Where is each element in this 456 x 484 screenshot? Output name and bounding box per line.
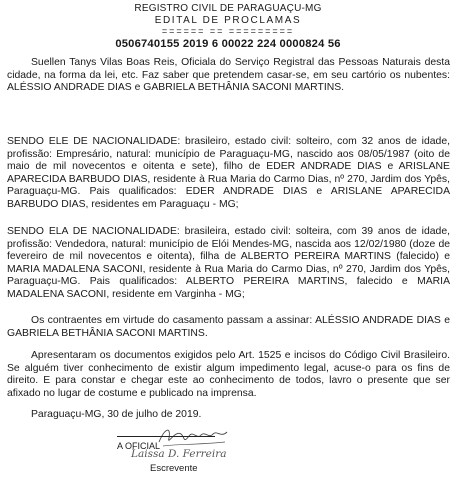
bride-paragraph: SENDO ELA DE NACIONALIDADE: brasileira, estado civil: solteira, com 39 anos de idade, profissão: Vendedora, natural: município de Elói Mendes-MG, nascida aos 12/02/1980 (doze de fevereiro de mil novecentos e oitenta), filha de ALBERTO PEREIRA MARTINS (falecido) e MARIA MADALENA SACONI, residente à Rua Maria do Carmo Dias, nº 270, Jardim dos Ypês, Paraguaçu-MG. Pais qualificados: ALBERTO PEREIRA MARTINS, falecido e MARIA MADALENA SACONI, residente em Varginha - MG; (7, 226, 450, 300)
place-date: Paraguaçu-MG, 30 de julho de 2019. (31, 409, 202, 420)
title-underline: ====== == ========= (161, 26, 295, 36)
registry-title: REGISTRO CIVIL DE PARAGUAÇU-MG (134, 3, 322, 14)
edital-title: EDITAL DE PROCLAMAS (154, 15, 302, 26)
signature-role: Escrevente (150, 463, 198, 474)
protocol-number: 0506740155 2019 6 00022 224 0000824 56 (115, 38, 341, 50)
name-change-paragraph: Os contraentes em virtude do casamento passam a assinar: ALÉSSIO ANDRADE DIAS e GABRIELA BETHÂNIA SACONI MARTINS. (7, 315, 450, 339)
signature-line (117, 436, 215, 437)
intro-paragraph: Suellen Tanys Vilas Boas Reis, Oficiala do Serviço Registral das Pessoas Naturais desta cidade, na forma da lei, etc. Faz saber que pretendem casar-se, em seu cartório os nubentes: ALÉSSIO ANDRADE DIAS e GABRIELA BETHÂNIA SACONI MARTINS. (7, 57, 450, 94)
signature-name-stamp: Laissa D. Ferreira (131, 448, 227, 460)
groom-paragraph: SENDO ELE DE NACIONALIDADE: brasileiro, estado civil: solteiro, com 32 anos de idade, profissão: Empresário, natural: município de Paraguaçu-MG, nascido aos 08/05/1987 (oito de maio de mil novecentos e oitenta e sete), filho de EDER ANDRADE DIAS e ARISLANE APARECIDA BARBUDO DIAS, residente à Rua Maria do Carmo Dias, nº 270, Jardim dos Ypês, Paraguaçu-MG. Pais qualificados: EDER ANDRADE DIAS e ARISLANE APARECIDA BARBUDO DIAS, residentes em Paraguaçu - MG; (7, 136, 450, 210)
signature-title: A OFICIAL (117, 441, 161, 451)
documents-paragraph: Apresentaram os documentos exigidos pelo Art. 1525 e incisos do Código Civil Brasileiro. Se alguém tiver conhecimento de existir algum impedimento legal, acuse-o para os fins de direito. E para constar e chegar este ao conhecimento de todos, lavro o presente que ser afixado no lugar de costume e publicado na imprensa. (7, 350, 450, 399)
